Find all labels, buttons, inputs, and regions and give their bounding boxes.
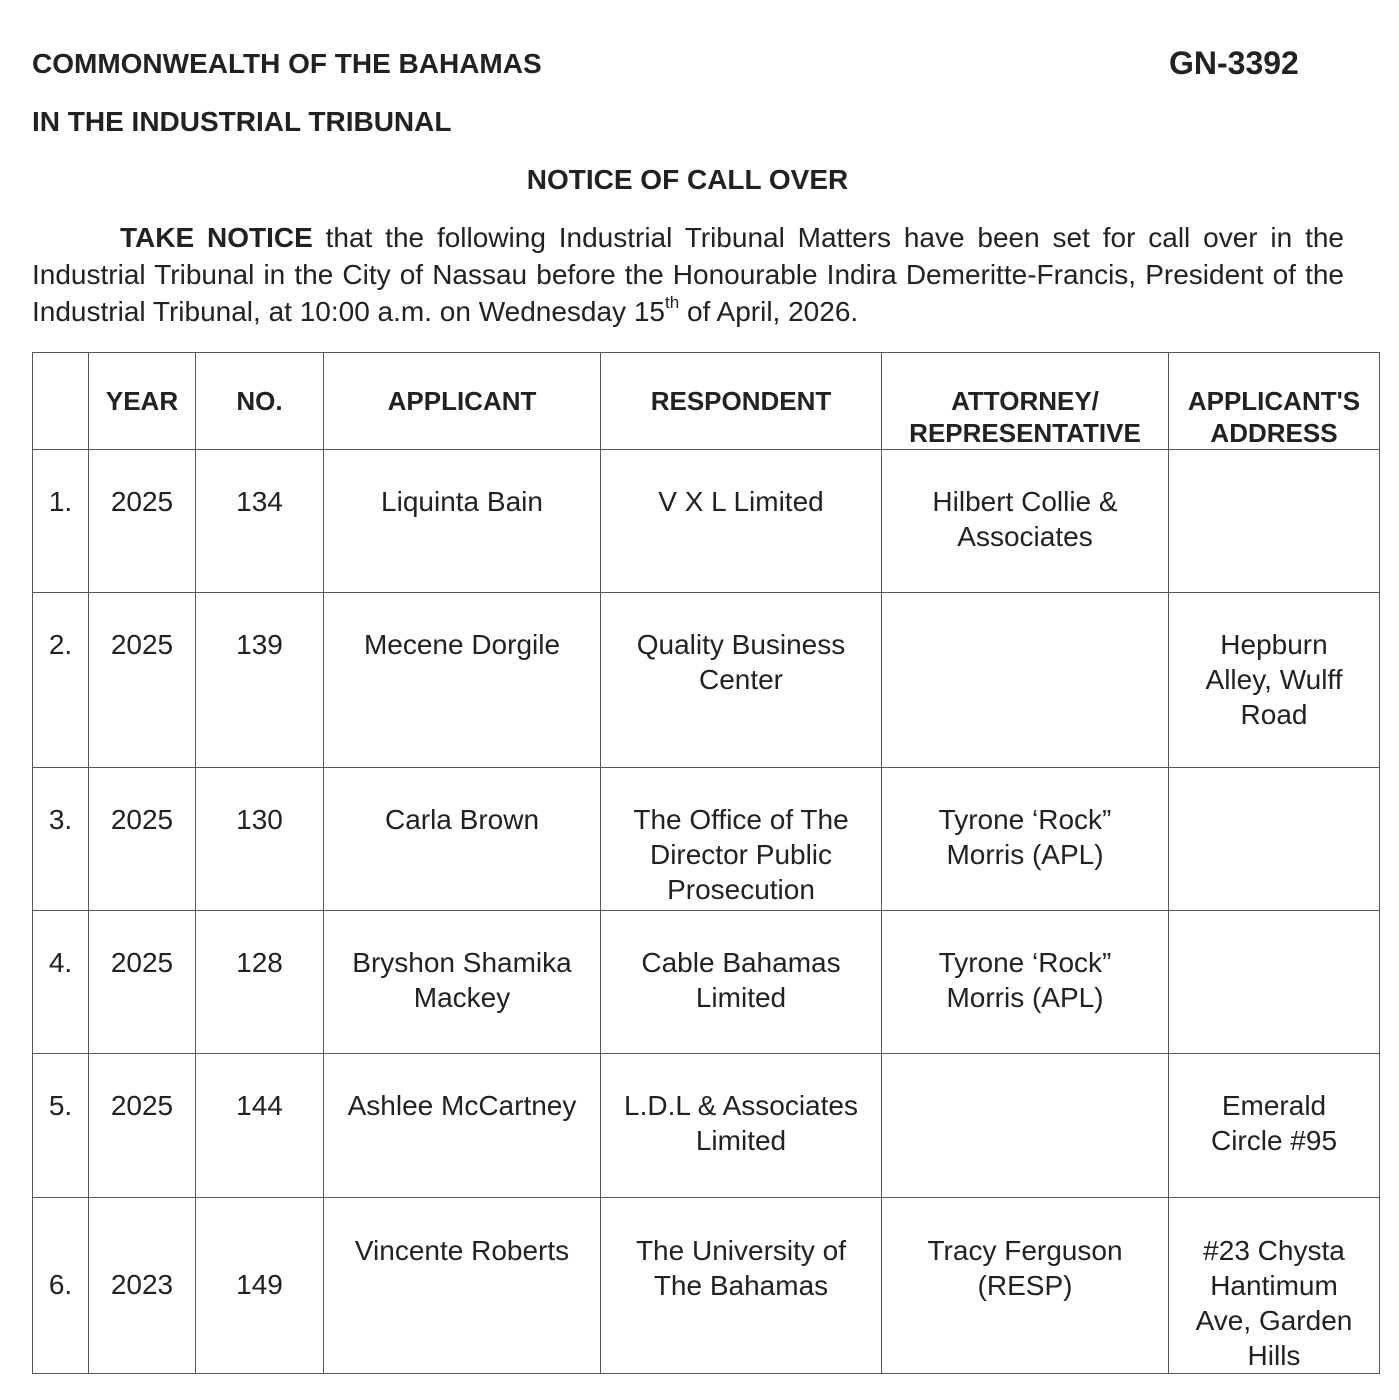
header-no: NO. [196, 353, 324, 450]
header-attorney-line1: ATTORNEY/ [951, 386, 1099, 416]
header-applicant: APPLICANT [324, 353, 601, 450]
row-index: 6. [33, 1198, 89, 1374]
header-index [33, 353, 89, 450]
row-applicant: Carla Brown [324, 768, 601, 911]
row-year: 2025 [89, 593, 196, 768]
row-respondent: Cable Bahamas Limited [601, 911, 882, 1054]
header-address-line2: ADDRESS [1210, 418, 1338, 448]
row-index: 3. [33, 768, 89, 911]
country-heading: COMMONWEALTH OF THE BAHAMAS [32, 48, 542, 79]
row-no: 128 [196, 911, 324, 1054]
row-no: 149 [196, 1198, 324, 1374]
row-address: Emerald Circle #95 [1169, 1054, 1380, 1198]
header-attorney-line2: REPRESENTATIVE [909, 418, 1141, 448]
row-applicant: Liquinta Bain [324, 450, 601, 593]
row-applicant: Mecene Dorgile [324, 593, 601, 768]
row-attorney [882, 1054, 1169, 1198]
row-index: 1. [33, 450, 89, 593]
row-applicant: Bryshon Shamika Mackey [324, 911, 601, 1054]
notice-text: that the following Industrial Tribunal Matters have been set for call over in the Industrial Tribunal in the City of Nassau before the Honourable Indira Demeritte-Francis, President of the Industrial Tribunal, at 10:00 a.m. on Wednesday 15 [32, 222, 1344, 327]
row-respondent: L.D.L & Associates Limited [601, 1054, 882, 1198]
row-year: 2025 [89, 768, 196, 911]
notice-date-suffix: th [664, 293, 680, 312]
notice-title: NOTICE OF CALL OVER [526, 164, 849, 195]
header-address-line1: APPLICANT'S [1187, 386, 1361, 416]
row-applicant: Ashlee McCartney [324, 1054, 601, 1198]
table-row [33, 768, 1380, 911]
row-attorney: Tracy Ferguson (RESP) [882, 1198, 1169, 1374]
row-no: 130 [196, 768, 324, 911]
row-index: 4. [33, 911, 89, 1054]
row-applicant: Vincente Roberts [324, 1198, 601, 1374]
row-year: 2025 [89, 911, 196, 1054]
row-respondent: Quality Business Center [601, 593, 882, 768]
table-row [33, 1054, 1380, 1198]
row-respondent: V X L Limited [601, 450, 882, 593]
notice-lead: TAKE NOTICE [120, 222, 313, 253]
header-year: YEAR [89, 353, 196, 450]
row-attorney: Tyrone ‘Rock” Morris (APL) [882, 911, 1169, 1054]
header-address [1169, 353, 1380, 450]
notice-text-end: of April, 2026. [679, 296, 859, 327]
notice-paragraph [32, 219, 1344, 330]
row-attorney [882, 593, 1169, 768]
row-attorney: Hilbert Collie & Associates [882, 450, 1169, 593]
row-address: #23 Chysta Hantimum Ave, Garden Hills [1169, 1198, 1380, 1374]
row-no: 144 [196, 1054, 324, 1198]
row-attorney: Tyrone ‘Rock” Morris (APL) [882, 768, 1169, 911]
table-header-row [33, 353, 1380, 450]
table-row [33, 450, 1380, 593]
header-attorney [882, 353, 1169, 450]
call-over-table [32, 352, 1380, 1374]
court-heading: IN THE INDUSTRIAL TRIBUNAL [32, 106, 452, 137]
row-address [1169, 768, 1380, 911]
row-no: 139 [196, 593, 324, 768]
row-year: 2025 [89, 1054, 196, 1198]
row-year: 2025 [89, 450, 196, 593]
table-row [33, 1198, 1380, 1374]
row-respondent: The Office of The Director Public Prosecution [601, 768, 882, 911]
row-index: 2. [33, 593, 89, 768]
header-respondent: RESPONDENT [601, 353, 882, 450]
row-no: 134 [196, 450, 324, 593]
table-row [33, 593, 1380, 768]
row-index: 5. [33, 1054, 89, 1198]
row-respondent: The University of The Bahamas [601, 1198, 882, 1374]
table-row [33, 911, 1380, 1054]
row-year: 2023 [89, 1198, 196, 1374]
row-address [1169, 911, 1380, 1054]
row-address: Hepburn Alley, Wulff Road [1169, 593, 1380, 768]
gazette-number: GN-3392 [1169, 45, 1299, 81]
row-address [1169, 450, 1380, 593]
